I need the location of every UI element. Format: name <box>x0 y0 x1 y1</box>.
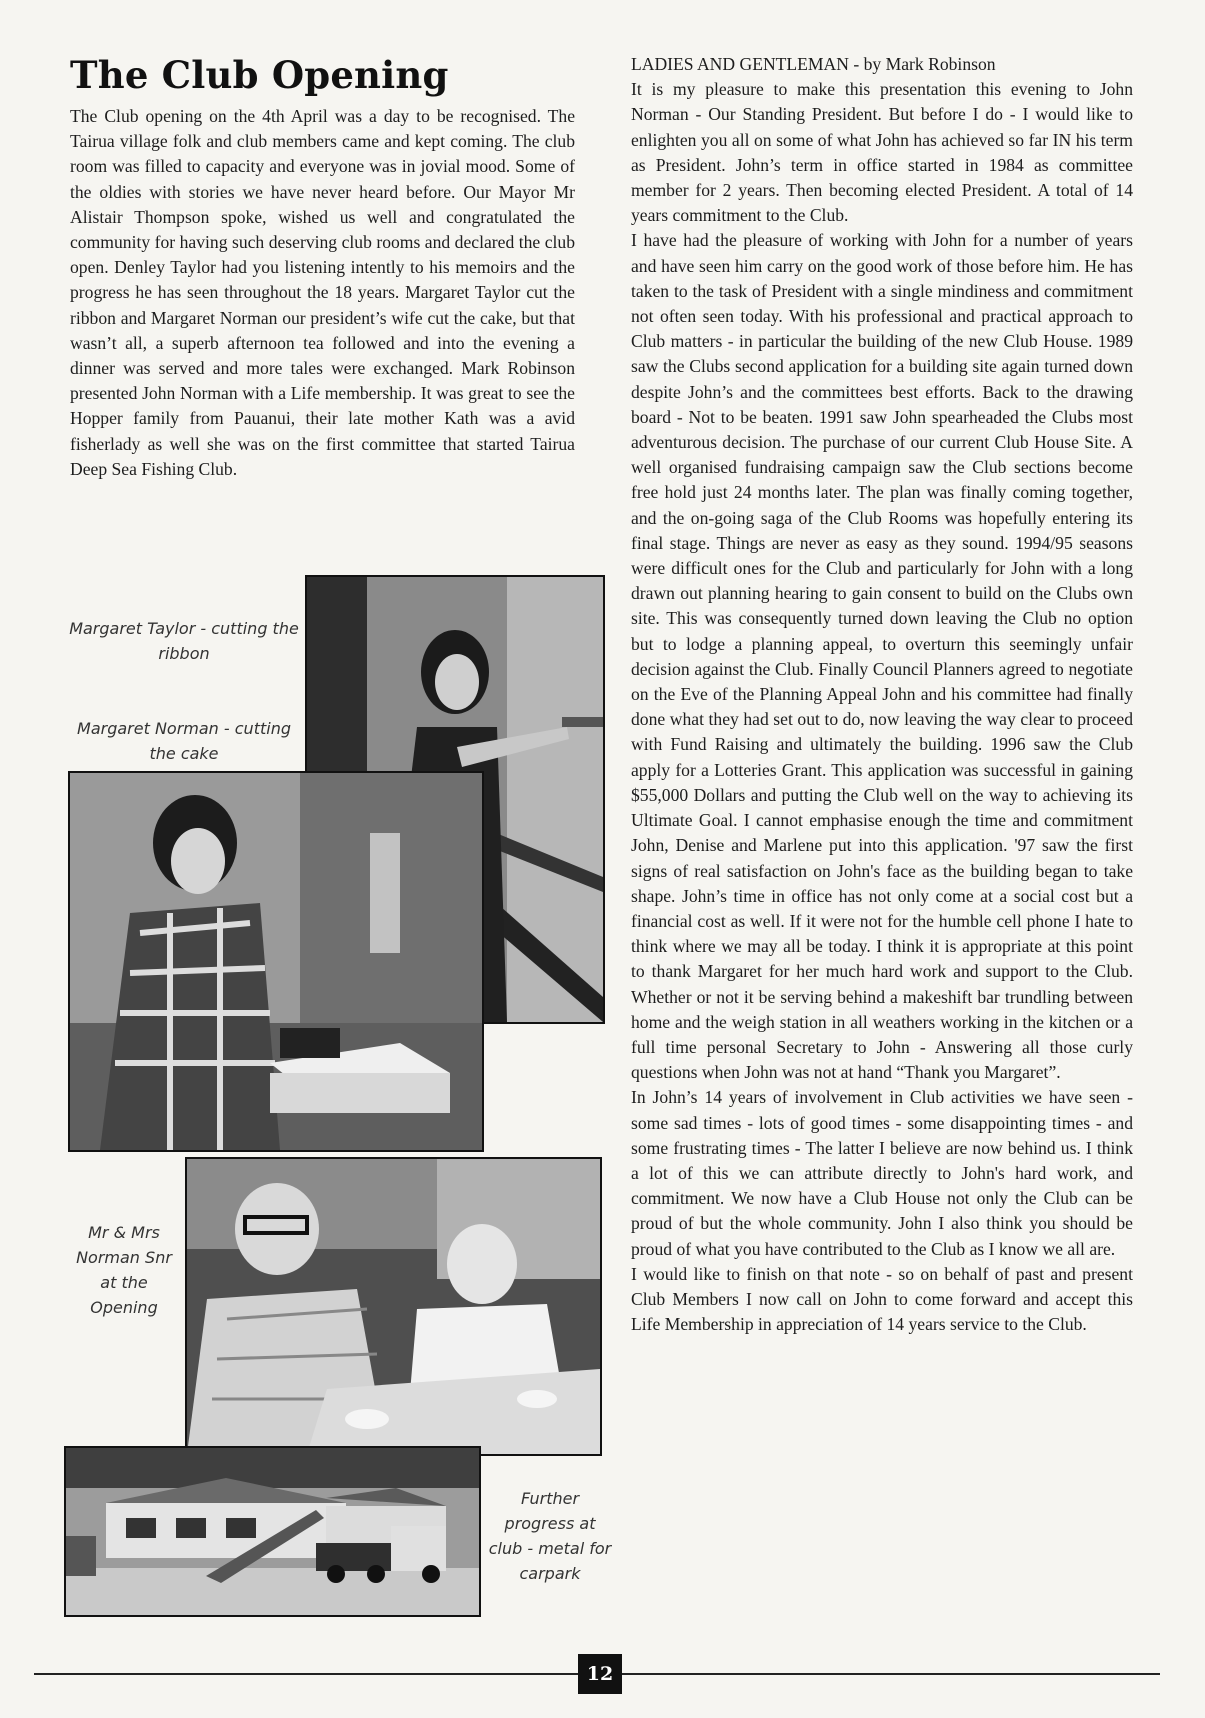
article-column <box>70 52 575 482</box>
speech-paragraph-1: It is my pleasure to make this presentation this evening to John Norman - Our Standing President. But before I do - I would like to enlighten you all on some of what John has achieved so far IN his term as President. John’s term in office started in 1984 as committee member for 2 years. Then becoming elected President. A total of 14 years commitment to the Club. <box>631 79 1133 226</box>
photo-carpark-progress <box>64 1446 481 1617</box>
footer-rule-right <box>622 1673 1160 1675</box>
article-title: The Club Opening <box>70 53 449 97</box>
speech-paragraph-3: In John’s 14 years of involvement in Club activities we have seen - some sad times - lots of good times - some disappointing times - and some frustrating times - The latter I believe are now behind us. I think a lot of this we can attribute directly to John's hard work, and commitment. We now have a Club House not only the Club can be proud of but the whole community. John I also think you should be proud of what you have contributed to the Club as I know we all are. <box>631 1087 1133 1259</box>
speech-paragraph-4: I would like to finish on that note - so on behalf of past and present Club Members I now call on John to come forward and accept this Life Membership in appreciation of 14 years service to the Club. <box>631 1263 1133 1335</box>
caption-ribbon: Margaret Taylor - cutting the ribbon <box>69 619 299 663</box>
photo-norman-snr <box>185 1157 602 1456</box>
caption-carpark: Further progress at club - metal for carpark <box>488 1489 612 1583</box>
caption-norman-snr: Mr & Mrs Norman Snr at the Opening <box>76 1223 172 1317</box>
speech-heading: LADIES AND GENTLEMAN - by Mark Robinson <box>631 54 996 74</box>
caption-cake: Margaret Norman - cutting the cake <box>77 719 291 763</box>
article-intro: The Club opening on the 4th April was a day to be recognised. The Tairua village folk and club members came and kept coming. The club room was filled to capacity and everyone was in jovial mood. Some of the oldies with stories we have never heard before. Our Mayor Mr Alistair Thompson spoke, wished us well and congratulated the community for having such deserving club rooms and declared the club open. Denley Taylor had you listening intently to his memoirs and the progress he has seen throughout the 18 years. Margaret Taylor cut the ribbon and Margaret Norman our president’s wife cut the cake, but that wasn’t all, a superb afternoon tea followed and into the evening a dinner was served and more tales were exchanged. Mark Robinson presented John Norman with a Life membership. It was great to see the Hopper family from Pauanui, their late mother Kath was a avid fisherlady as well she was on the first committee that started Tairua Deep Sea Fishing Club. <box>70 106 575 479</box>
photo-cake-cutting <box>68 771 484 1152</box>
speech-column <box>631 52 1133 1337</box>
speech-paragraph-2: I have had the pleasure of working with John for a number of years and have seen him carry on the good work of those before him. He has taken to the task of President with a single mindiness and commitment not often seen today. With his professional and practical approach to Club matters - in particular the building of the new Club House. 1989 saw the Clubs second application for a building site again turned down despite John’s and the committees best efforts. Back to the drawing board - Not to be beaten. 1991 saw John spearheaded the Clubs most adventurous decision. The purchase of our current Club House Site. A well organised fundraising campaign saw the Club sections become free hold just 24 months later. The plan was finally coming together, and the on-going saga of the Club Rooms was hopefully entering its final stage. Things are never as easy as they sound. 1994/95 seasons were difficult ones for the Club and particularly for John with a long drawn out planning hearing to gain consent to build on the Clubs own site. This was consequently turned down leaving the Club no option but to lodge a planning appeal, to overturn this seemingly unfair decision against the Club. Finally Council Planners agreed to negotiate on the Eve of the Planning Appeal John and his committee had finally done what they had set out to do, now leaving the way clear to proceed with Fund Raising and ultimately the building. 1996 saw the Club apply for a Lotteries Grant. This application was successful in gaining $55,000 Dollars and putting the Club well on the way to achieving its Ultimate Goal. I cannot emphasise enough the time and commitment John, Denise and Marlene put into this application. '97 saw the first signs of real satisfaction on John's face as the building began to take shape. John’s time in office has not only come at a social cost but a financial cost as well. If it were not for the humble cell phone I hate to think where we may all be today. I think it is appropriate at this point to thank Margaret for her much hard work and support to the Club. Whether or not it be serving behind a makeshift bar trundling between home and the weigh station in all weathers working in the kitchen or a full time personal Secretary to John - Answering all those curly questions when John was not at hand “Thank you Margaret”. <box>631 230 1133 1083</box>
page-number: 12 <box>578 1654 622 1694</box>
footer-rule-left <box>34 1673 578 1675</box>
